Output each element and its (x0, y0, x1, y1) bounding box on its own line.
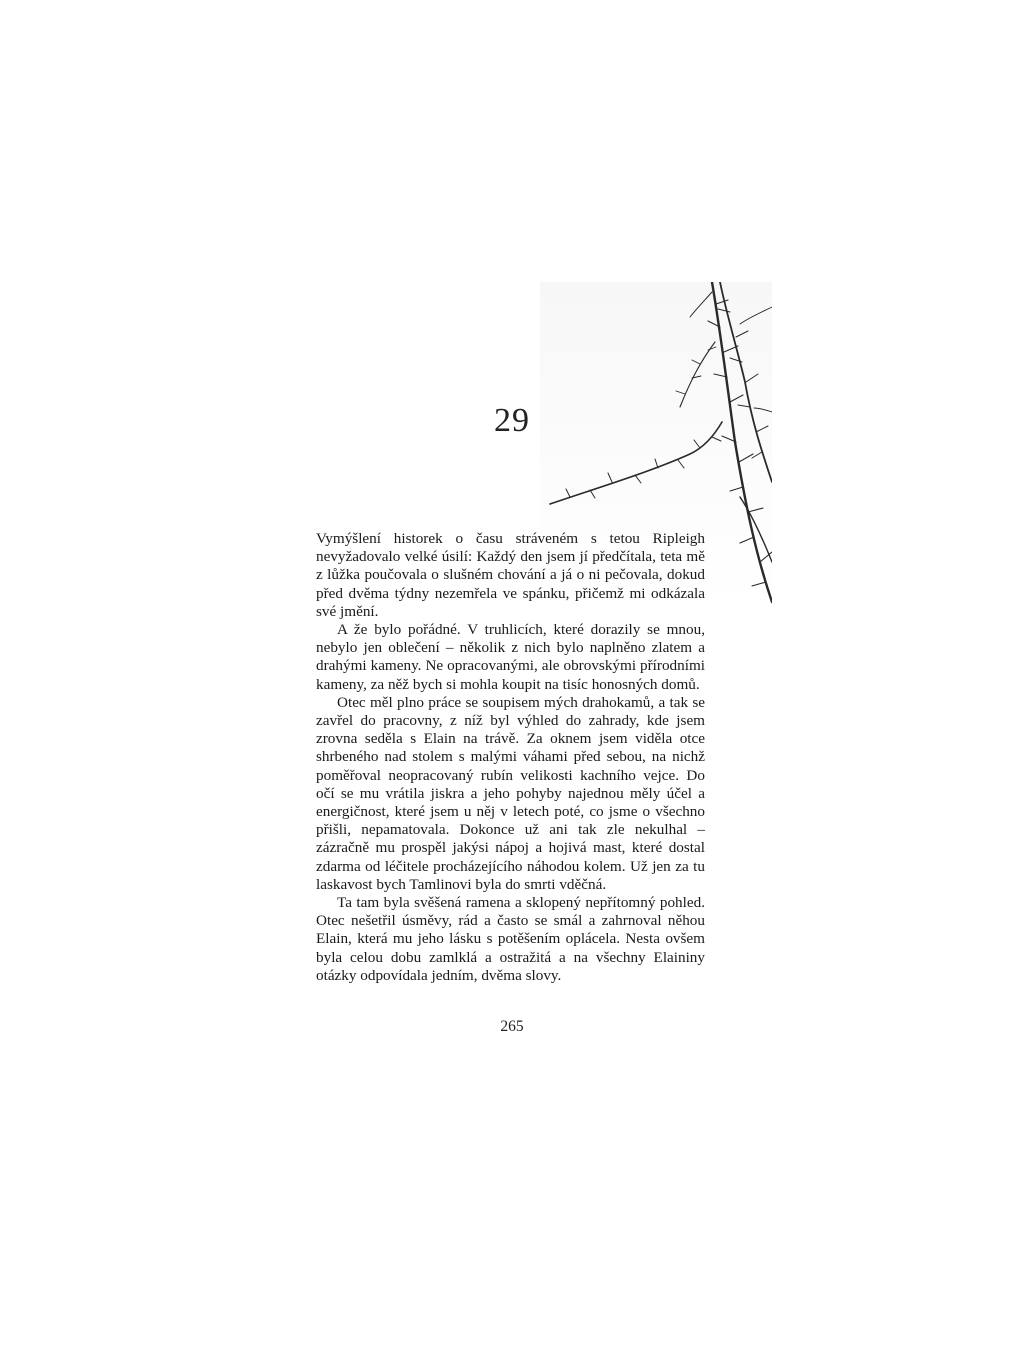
chapter-number: 29 (494, 402, 530, 439)
paragraph: Vymýšlení historek o času stráveném s tetou Ripleigh nevyžadovalo velké úsilí: Každý den jsem jí předčítala, teta mě z lůžka poučovala o slušném chování a já o ni pečovala, dokud před dvěma týdny nezemřela ve spánku, přičemž mi odkázala své jmění. (316, 530, 705, 620)
paragraph: A že bylo pořádné. V truhlicích, které dorazily se mnou, nebylo jen oblečení – několik z nich bylo naplněno zlatem a drahými kameny. Ne opracovanými, ale obrovskými přírodními kameny, za něž bych si mohla koupit na tisíc honosných domů. (316, 621, 705, 693)
paragraph: Ta tam byla svěšená ramena a sklopený nepřítomný pohled. Otec nešetřil úsměvy, rád a často se smál a zahrnoval něhou Elain, která mu jeho lásku s potěšením oplácela. Nesta ovšem byla celou dobu zamlklá a ostražitá a na všechny Elaininy otázky odpovídala jedním, dvěma slovy. (316, 894, 705, 984)
paragraph: Otec měl plno práce se soupisem mých drahokamů, a tak se zavřel do pracovny, z níž byl výhled do zahrady, kde jsem zrovna seděla s Elain na trávě. Za oknem jsem viděla otce shrbeného nad stolem s malými váhami před sebou, na nichž poměřoval neopracovaný rubín velikosti kachního vejce. Do očí se mu vrátila jiskra a jeho pohyby najednou měly účel a energičnost, které jsem u něj v letech poté, co jsme o všechno přišli, nepamatovala. Dokonce už ani tak zle nekulhal – zázračně mu prospěl jakýsi nápoj a hojivá mast, které dostal zdarma od léčitele procházejícího náhodou kolem. Už jen za tu laskavost bych Tamlinovi byla do smrti vděčná. (316, 693, 705, 893)
chapter-body (316, 530, 705, 985)
page-number: 265 (500, 1018, 524, 1035)
